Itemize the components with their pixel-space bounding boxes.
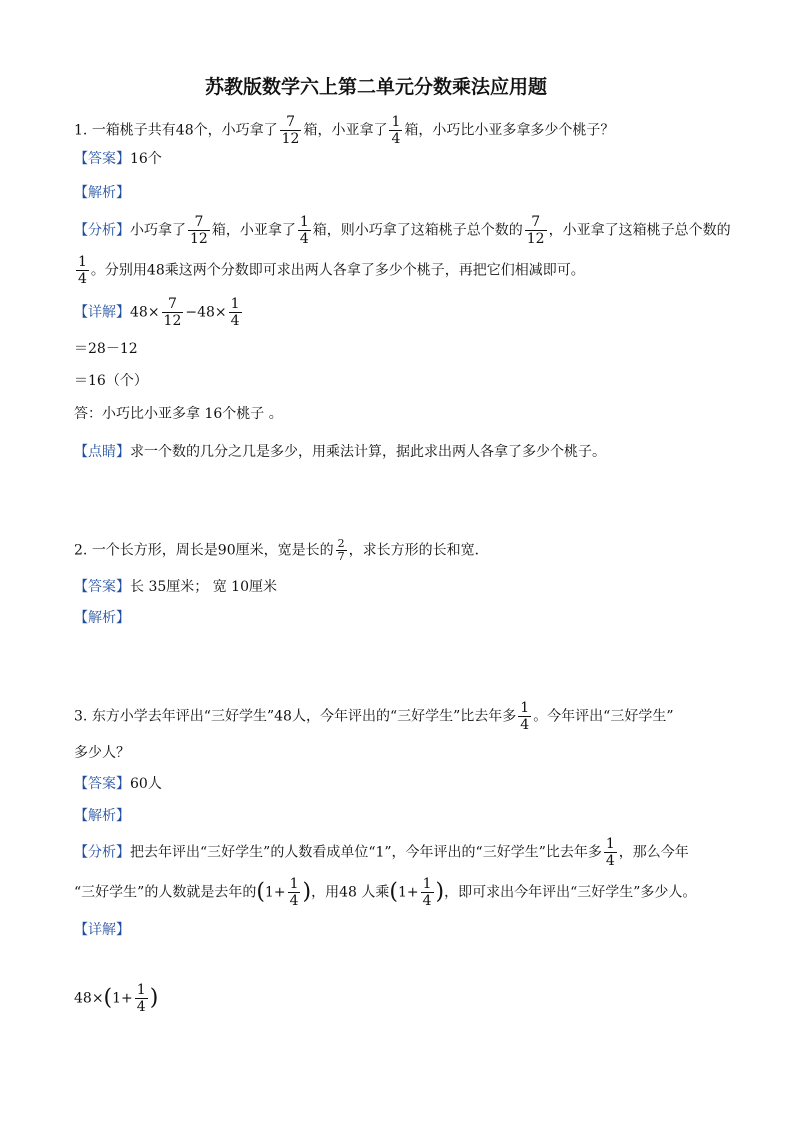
question-number: 2. bbox=[74, 542, 88, 559]
answer-value: 16个 bbox=[130, 151, 162, 167]
answer-line bbox=[74, 775, 162, 793]
fenxi-tag: 【分析】 bbox=[74, 844, 130, 861]
fraction: $\frac{1}{4}$ bbox=[520, 700, 530, 733]
analysis-tag: 【解析】 bbox=[74, 185, 130, 201]
answer-tag: 【答案】 bbox=[74, 579, 130, 595]
answer-value: 长 35厘米； 宽 10厘米 bbox=[130, 579, 277, 595]
xiangjie-line: 【详解】48× $\frac{7}{12}$ −48× $\frac{1}{4}$ bbox=[74, 296, 240, 329]
analysis-tag: 【解析】 bbox=[74, 808, 130, 824]
question-3: 3. 东方小学去年评出“三好学生”48人，今年评出的“三好学生”比去年多 $\frac{1}{4}$ 。今年评出“三好学生” bbox=[74, 700, 674, 733]
dianjing-line: 【点睛】求一个数的几分之几是多少，用乘法计算，据此求出两人各拿了多少个桃子。 bbox=[74, 444, 606, 460]
fraction: $\frac{1}{4}$ bbox=[605, 836, 615, 869]
xiangjie-line bbox=[74, 921, 130, 939]
reply-line: 答：小巧比小亚多拿 16个桃子 。 bbox=[74, 406, 283, 422]
fraction: $\frac{2}{7}$ bbox=[337, 537, 345, 563]
question-text: 箱，小巧比小亚多拿多少个桃子？ bbox=[404, 122, 615, 139]
question-text: 箱，小亚拿了 bbox=[303, 122, 388, 139]
expression: 48×(1+ $\frac{1}{4}$ ) bbox=[74, 982, 159, 1015]
fraction: $\frac{7}{12}$ bbox=[190, 214, 208, 247]
fraction: $\frac{7}{12}$ bbox=[526, 214, 545, 247]
fraction: $\frac{7}{12}$ bbox=[163, 296, 182, 329]
fraction: $\frac{7}{12}$ bbox=[281, 114, 300, 147]
answer-value: 60人 bbox=[130, 776, 162, 792]
question-text: 一箱桃子共有48个，小巧拿了 bbox=[91, 122, 278, 139]
fenxi-line-1: 【分析】小巧拿了 $\frac{7}{12}$ 箱，小亚拿了 $\frac{1}{4}$ 箱，则小巧拿了这箱桃子总个数的 $\frac{7}{12}$ ，小亚拿了这箱桃子总个数的 bbox=[74, 214, 731, 247]
page-title: 苏教版数学六上第二单元分数乘法应用题 bbox=[205, 76, 548, 98]
question-number: 1. bbox=[74, 122, 88, 139]
fraction: $\frac{1}{4}$ bbox=[391, 114, 401, 147]
question-3-cont: 多少人？ bbox=[74, 745, 130, 761]
analysis-tag: 【解析】 bbox=[74, 610, 130, 626]
question-number: 3. bbox=[74, 708, 88, 725]
dianjing-tag: 【点睛】 bbox=[74, 444, 130, 460]
question-2: 2. 一个长方形，周长是90厘米，宽是长的 $\frac{2}{7}$ ，求长方形的长和宽． bbox=[74, 537, 489, 563]
answer-tag: 【答案】 bbox=[74, 776, 130, 792]
question-1 bbox=[74, 114, 614, 147]
answer-line bbox=[74, 150, 162, 168]
xiangjie-tag: 【详解】 bbox=[74, 304, 130, 321]
fenxi-line-2: “三好学生”的人数就是去年的(1+ $\frac{1}{4}$ )，用48 人乘(1+ $\frac{1}{4}$ )，即可求出今年评出“三好学生”多少人。 bbox=[74, 876, 697, 909]
fraction: $\frac{1}{4}$ bbox=[78, 254, 87, 287]
fenxi-line-1: 【分析】把去年评出“三好学生”的人数看成单位“1”，今年评出的“三好学生”比去年多 $\frac{1}{4}$ ，那么今年 bbox=[74, 836, 689, 869]
fraction: $\frac{1}{4}$ bbox=[422, 876, 432, 909]
fenxi-tag: 【分析】 bbox=[74, 222, 130, 239]
calc-step-1: ＝28－12 bbox=[74, 341, 138, 357]
fraction: $\frac{1}{4}$ bbox=[299, 214, 309, 247]
answer-line bbox=[74, 578, 277, 596]
fenxi-line-2: $\frac{1}{4}$ 。分别用48乘这两个分数即可求出两人各拿了多少个桃子，再把它们相减即可。 bbox=[78, 254, 585, 287]
fraction: $\frac{1}{4}$ bbox=[136, 982, 146, 1015]
answer-tag: 【答案】 bbox=[74, 151, 130, 167]
calc-step-2: ＝16（个） bbox=[74, 373, 148, 389]
fraction: $\frac{1}{4}$ bbox=[289, 876, 299, 909]
fraction: $\frac{1}{4}$ bbox=[230, 296, 240, 329]
xiangjie-tag: 【详解】 bbox=[74, 922, 130, 938]
